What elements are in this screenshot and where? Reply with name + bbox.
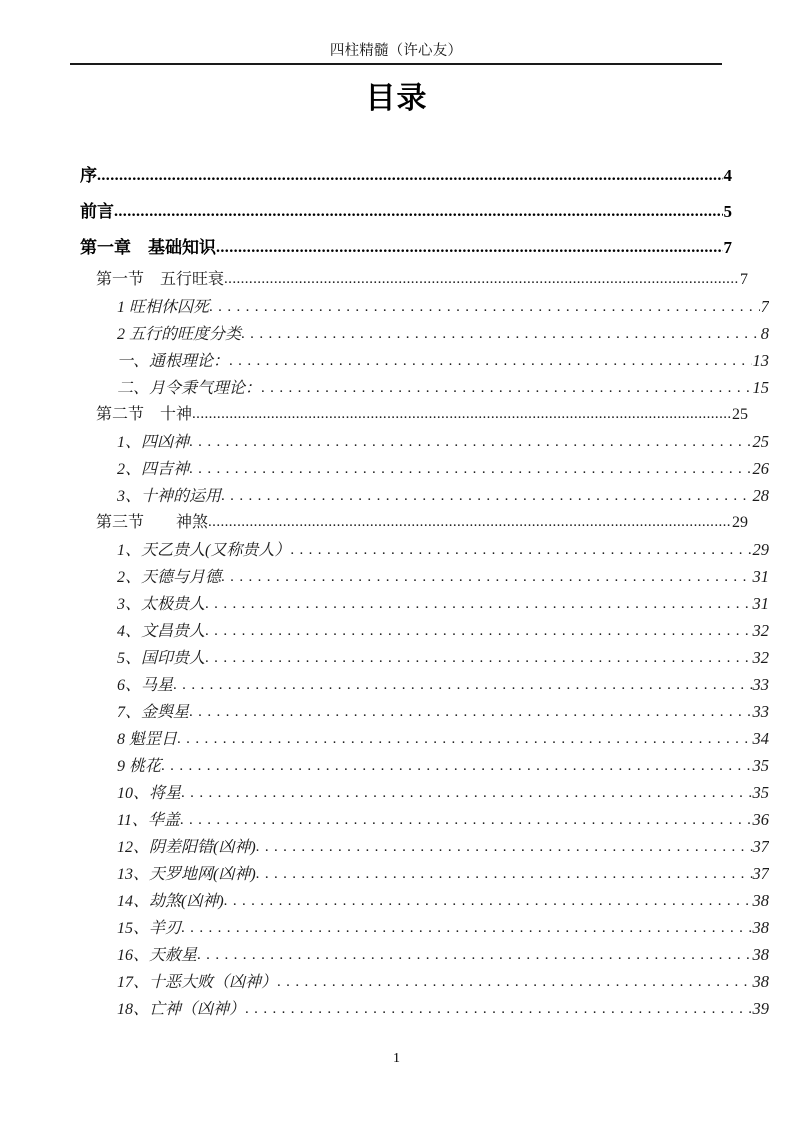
running-header-title: 四柱精髓（许心友） xyxy=(329,43,463,59)
toc-leader-dots xyxy=(245,996,751,1022)
toc-leader-dots xyxy=(189,699,751,725)
toc-leader-dots xyxy=(221,564,751,590)
toc-entry-label: 15、羊刃 xyxy=(117,920,182,937)
toc-entry-page-number: 34 xyxy=(752,729,769,748)
toc-entry[interactable] xyxy=(70,347,769,374)
toc-leader-dots xyxy=(209,294,760,320)
toc-entry[interactable] xyxy=(70,698,769,725)
toc-leader-dots xyxy=(181,915,751,941)
toc-entry-page-number: 13 xyxy=(752,351,769,370)
toc-leader-dots xyxy=(229,348,751,374)
toc-leader-dots xyxy=(224,888,752,914)
toc-entry-label: 5、国印贵人 xyxy=(117,650,206,667)
toc-leader-dots xyxy=(256,834,752,860)
toc-entry-label: 9 桃花 xyxy=(117,758,162,775)
toc-entry-label: 1 旺相休囚死 xyxy=(117,299,210,316)
toc-entry[interactable] xyxy=(70,563,769,590)
toc-leader-dots xyxy=(173,672,751,698)
toc-entry-page-number: 33 xyxy=(752,702,769,721)
toc-leader-dots xyxy=(189,429,751,455)
toc-entry[interactable] xyxy=(70,833,769,860)
toc-entry[interactable] xyxy=(70,266,748,293)
toc-entry-page-number: 4 xyxy=(723,166,732,185)
toc-entry[interactable] xyxy=(70,455,769,482)
toc-leader-dots xyxy=(177,726,751,752)
toc-entry[interactable] xyxy=(70,158,732,194)
toc-leader-dots xyxy=(161,753,751,779)
toc-entry-page-number: 8 xyxy=(760,324,769,343)
table-of-contents xyxy=(70,158,769,1022)
toc-entry-label: 8 魁罡日 xyxy=(117,731,178,748)
toc-entry-page-number: 35 xyxy=(752,783,769,802)
toc-entry-page-number: 36 xyxy=(752,810,769,829)
toc-entry-label: 4、文昌贵人 xyxy=(117,623,206,640)
toc-entry[interactable] xyxy=(70,374,769,401)
toc-leader-dots xyxy=(256,861,752,887)
toc-entry-page-number: 37 xyxy=(752,864,769,883)
toc-leader-dots xyxy=(208,509,731,536)
toc-entry-label: 7、金舆星 xyxy=(117,704,190,721)
toc-entry-label: 第三节 神煞 xyxy=(96,514,209,531)
toc-entry-page-number: 32 xyxy=(752,648,769,667)
toc-entry-page-number: 39 xyxy=(752,999,769,1018)
toc-entry-label: 18、亡神（凶神） xyxy=(117,1001,246,1018)
running-header xyxy=(70,42,722,65)
toc-entry-label: 2、四吉神 xyxy=(117,461,190,478)
toc-entry[interactable] xyxy=(70,671,769,698)
toc-entry-page-number: 29 xyxy=(732,514,748,531)
toc-entry-label: 第二节 十神 xyxy=(96,406,193,423)
toc-entry[interactable] xyxy=(70,860,769,887)
toc-entry[interactable] xyxy=(70,590,769,617)
toc-entry-page-number: 28 xyxy=(752,486,769,505)
toc-entry-page-number: 7 xyxy=(760,297,769,316)
toc-leader-dots xyxy=(221,483,751,509)
toc-entry-page-number: 15 xyxy=(752,378,769,397)
toc-entry-page-number: 33 xyxy=(752,675,769,694)
toc-leader-dots xyxy=(114,194,723,230)
toc-entry[interactable] xyxy=(70,536,769,563)
header-divider xyxy=(70,63,722,65)
toc-leader-dots xyxy=(180,807,752,833)
toc-entry[interactable] xyxy=(70,887,769,914)
toc-entry-label: 1、四凶神 xyxy=(117,434,190,451)
toc-entry-page-number: 38 xyxy=(752,918,769,937)
toc-leader-dots xyxy=(277,969,751,995)
toc-entry-label: 2、天德与月德 xyxy=(117,569,222,586)
toc-entry-label: 3、太极贵人 xyxy=(117,596,206,613)
toc-entry[interactable] xyxy=(70,194,732,230)
toc-entry-label: 1、天乙贵人(又称贵人） xyxy=(117,542,291,559)
toc-entry-label: 前言 xyxy=(80,202,114,221)
toc-leader-dots xyxy=(241,321,760,347)
toc-entry[interactable] xyxy=(70,428,769,455)
toc-entry[interactable] xyxy=(70,401,748,428)
toc-entry-page-number: 25 xyxy=(732,406,748,423)
toc-entry-label: 14、劫煞(凶神) xyxy=(117,893,224,910)
toc-entry-page-number: 38 xyxy=(752,891,769,910)
toc-entry[interactable] xyxy=(70,509,748,536)
toc-entry[interactable] xyxy=(70,725,769,752)
toc-entry[interactable] xyxy=(70,644,769,671)
toc-entry[interactable] xyxy=(70,779,769,806)
toc-entry-page-number: 31 xyxy=(752,567,769,586)
toc-entry-label: 13、天罗地网(凶神) xyxy=(117,866,256,883)
toc-entry-label: 11、华盖 xyxy=(117,812,180,829)
toc-leader-dots xyxy=(261,375,751,401)
toc-entry-page-number: 32 xyxy=(752,621,769,640)
toc-entry-label: 10、将星 xyxy=(117,785,182,802)
toc-leader-dots xyxy=(189,456,751,482)
toc-entry-page-number: 5 xyxy=(723,202,732,221)
toc-entry-label: 第一节 五行旺衰 xyxy=(96,271,225,288)
toc-entry-page-number: 31 xyxy=(752,594,769,613)
toc-entry-label: 二、月令秉气理论： xyxy=(117,380,262,397)
toc-entry[interactable] xyxy=(70,806,769,833)
toc-leader-dots xyxy=(197,942,751,968)
toc-entry[interactable] xyxy=(70,995,769,1022)
toc-entry[interactable] xyxy=(70,752,769,779)
toc-entry[interactable] xyxy=(70,320,769,347)
toc-leader-dots xyxy=(216,230,723,266)
toc-entry-label: 2 五行的旺度分类 xyxy=(117,326,242,343)
toc-entry-page-number: 35 xyxy=(752,756,769,775)
toc-entry-label: 12、阴差阳错(凶神) xyxy=(117,839,256,856)
toc-entry-page-number: 7 xyxy=(723,238,732,257)
toc-entry[interactable] xyxy=(70,941,769,968)
toc-entry-label: 第一章 基础知识 xyxy=(80,238,216,257)
toc-entry-page-number: 38 xyxy=(752,972,769,991)
toc-leader-dots xyxy=(205,618,751,644)
toc-entry-label: 3、十神的运用 xyxy=(117,488,222,505)
toc-entry-label: 一、通根理论： xyxy=(117,353,230,370)
toc-leader-dots xyxy=(192,401,731,428)
toc-entry-label: 16、天赦星 xyxy=(117,947,198,964)
toc-entry-page-number: 25 xyxy=(752,432,769,451)
page-title: 目录 xyxy=(365,82,428,115)
toc-entry-page-number: 26 xyxy=(752,459,769,478)
toc-entry-page-number: 38 xyxy=(752,945,769,964)
footer-page-number: 1 xyxy=(393,1051,400,1066)
toc-entry-page-number: 29 xyxy=(752,540,769,559)
toc-leader-dots xyxy=(97,158,723,194)
toc-entry-page-number: 7 xyxy=(740,271,748,288)
toc-entry[interactable] xyxy=(70,482,769,509)
toc-leader-dots xyxy=(181,780,751,806)
toc-entry-page-number: 37 xyxy=(752,837,769,856)
toc-leader-dots xyxy=(224,266,739,293)
toc-entry-label: 17、十恶大败（凶神） xyxy=(117,974,278,991)
toc-entry[interactable] xyxy=(70,914,769,941)
toc-leader-dots xyxy=(290,537,751,563)
toc-entry-label: 6、马星 xyxy=(117,677,174,694)
toc-entry[interactable] xyxy=(70,230,732,266)
toc-leader-dots xyxy=(205,591,751,617)
toc-entry[interactable] xyxy=(70,968,769,995)
toc-entry[interactable] xyxy=(70,617,769,644)
toc-entry[interactable] xyxy=(70,293,769,320)
toc-leader-dots xyxy=(205,645,751,671)
toc-entry-label: 序 xyxy=(80,166,97,185)
